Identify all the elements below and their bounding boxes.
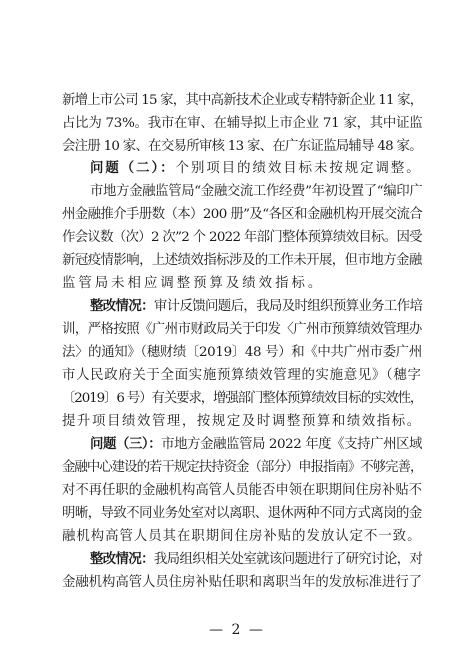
rectification-3-heading — [90, 551, 422, 568]
page-number: — 2 — — [209, 622, 265, 638]
text-line-17: 金融中心建设的若干规定扶持资金（部分）申报指南》不够完善， — [62, 460, 423, 475]
issue-3-heading — [90, 436, 422, 453]
rectification-2-text: 审计反馈问题后，我局及时组织预算业务工作培 — [153, 299, 423, 314]
text-line-12: 法〉的通知》（穗财绩〔2019〕48 号）和《中共广州市委广州 — [62, 345, 422, 360]
text-line-11: 训，严格按照《广州市财政局关于印发〈广州市预算绩效管理办 — [62, 322, 422, 337]
text-line-15: 提升项目绩效管理，按规定及时调整预算和绩效指标。 — [62, 414, 422, 429]
issue-3-summary: 市地方金融监管局 2022 年度《支持广州区域 — [161, 437, 423, 452]
text-line-5: 市地方金融监管局“金融交流工作经费”年初设置了“编印广 — [90, 184, 423, 199]
text-line-18: 对不再任职的金融机构高管人员能否申领在职期间住房补贴不 — [62, 483, 422, 498]
text-line-1: 新增上市公司 15 家，其中高新技术企业或专精特新企业 11 家， — [62, 93, 423, 108]
rectification-2-label: 整改情况： — [90, 299, 154, 314]
issue-2-summary: 个别项目的绩效目标未按规定调整。 — [175, 161, 422, 176]
text-line-6: 州金融推介手册数（本）200 册”及“各区和金融机构开展交流合 — [62, 207, 423, 222]
rectification-3-text: 我局组织相关处室就该问题进行了研究讨论，对 — [153, 552, 423, 567]
issue-2-heading — [90, 160, 422, 177]
text-line-13: 市人民政府关于全面实施预算绩效管理的实施意见》（穗字 — [62, 368, 422, 383]
text-line-8: 新冠疫情影响，上述绩效指标涉及的工作未开展，但市地方金融 — [62, 253, 422, 268]
rectification-2-heading — [90, 298, 422, 315]
text-line-2: 占比为 73%。我市在审、在辅导拟上市企业 71 家，其中证监 — [62, 116, 423, 131]
issue-3-label: 问题（三）： — [90, 437, 162, 452]
text-line-20: 融机构高管人员其在职期间住房补贴的发放认定不一致。 — [62, 529, 422, 544]
issue-2-label: 问题（二）： — [90, 161, 176, 176]
text-line-7: 作会议数（次）2 次”2 个 2022 年部门整体预算绩效目标。因受 — [62, 230, 422, 245]
text-line-19: 明晰，导致不同业务处室对以离职、退休两种不同方式离岗的金 — [62, 506, 422, 521]
text-line-9: 监管局未相应调整预算及绩效指标。 — [62, 276, 325, 291]
text-line-3: 会注册 10 家、在交易所审核 13 家、在广东证监局辅导 48 家。 — [62, 139, 422, 154]
rectification-3-label: 整改情况： — [90, 552, 154, 567]
text-line-22: 金融机构高管人员住房补贴任职和离职当年的发放标准进行了 — [62, 575, 422, 590]
text-line-14: 〔2019〕6 号）有关要求，增强部门整体预算绩效目标的实效性， — [62, 391, 423, 406]
